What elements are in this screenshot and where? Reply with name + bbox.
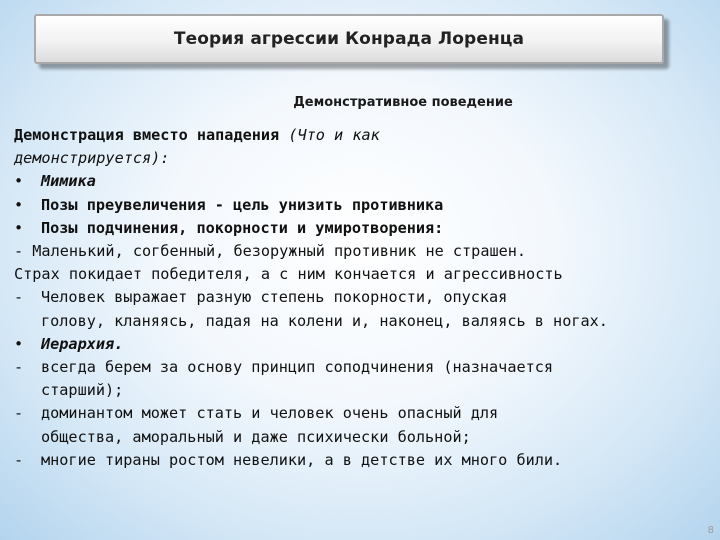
slide-title: Теория агрессии Конрада Лоренца (173, 29, 525, 49)
bullet: • (14, 218, 24, 237)
list-item (14, 170, 720, 193)
intro-line (14, 124, 720, 147)
line-malenky: - Маленький, согбенный, безоружный противник не страшен. (14, 242, 527, 261)
item-pozy-preuvelicheniya: Позы преувеличения - цель унизить противника (41, 195, 444, 214)
dash: - (14, 288, 24, 307)
dash: - (14, 404, 24, 423)
slide-content (14, 124, 720, 472)
line-dominant-continued: общества, аморальный и даже психически больной; (41, 427, 471, 446)
item-mimika: Мимика (41, 172, 96, 191)
intro-italic-continued: демонстрируется): (14, 149, 170, 168)
list-item (14, 449, 720, 472)
line-strakh: Страх покидает победителя, а с ним кончается и агрессивность (14, 265, 563, 284)
dash: - (14, 450, 24, 469)
item-ierarkhiya: Иерархия. (41, 334, 124, 353)
dash: - (14, 358, 24, 377)
list-item (14, 194, 720, 217)
line-dominant: доминантом может стать и человек очень опасный для (41, 404, 499, 423)
page-number: 8 (707, 525, 714, 536)
list-item (14, 356, 720, 379)
intro-italic: (Что и как (288, 126, 380, 144)
line-chelovek-continued: голову, кланяясь, падая на колени и, наконец, валяясь в ногах. (41, 311, 608, 330)
title-box (34, 14, 664, 64)
intro-bold: Демонстрация вместо нападения (14, 126, 280, 144)
slide-subtitle: Демонстративное поведение (293, 95, 513, 110)
bullet: • (14, 334, 24, 353)
list-item (14, 217, 720, 240)
list-item (14, 333, 720, 356)
list-item (14, 402, 720, 425)
bullet: • (14, 172, 24, 191)
line-chelovek: Человек выражает разную степень покорности, опуская (41, 288, 508, 307)
bullet: • (14, 195, 24, 214)
item-pozy-podchineniya: Позы подчинения, покорности и умиротворения: (41, 218, 444, 237)
list-item (14, 286, 720, 309)
line-vsegda: всегда берем за основу принцип соподчинения (назначается (41, 358, 554, 377)
line-tirany: многие тираны ростом невелики, а в детстве их много били. (41, 450, 563, 469)
line-vsegda-continued: старший); (41, 381, 124, 400)
